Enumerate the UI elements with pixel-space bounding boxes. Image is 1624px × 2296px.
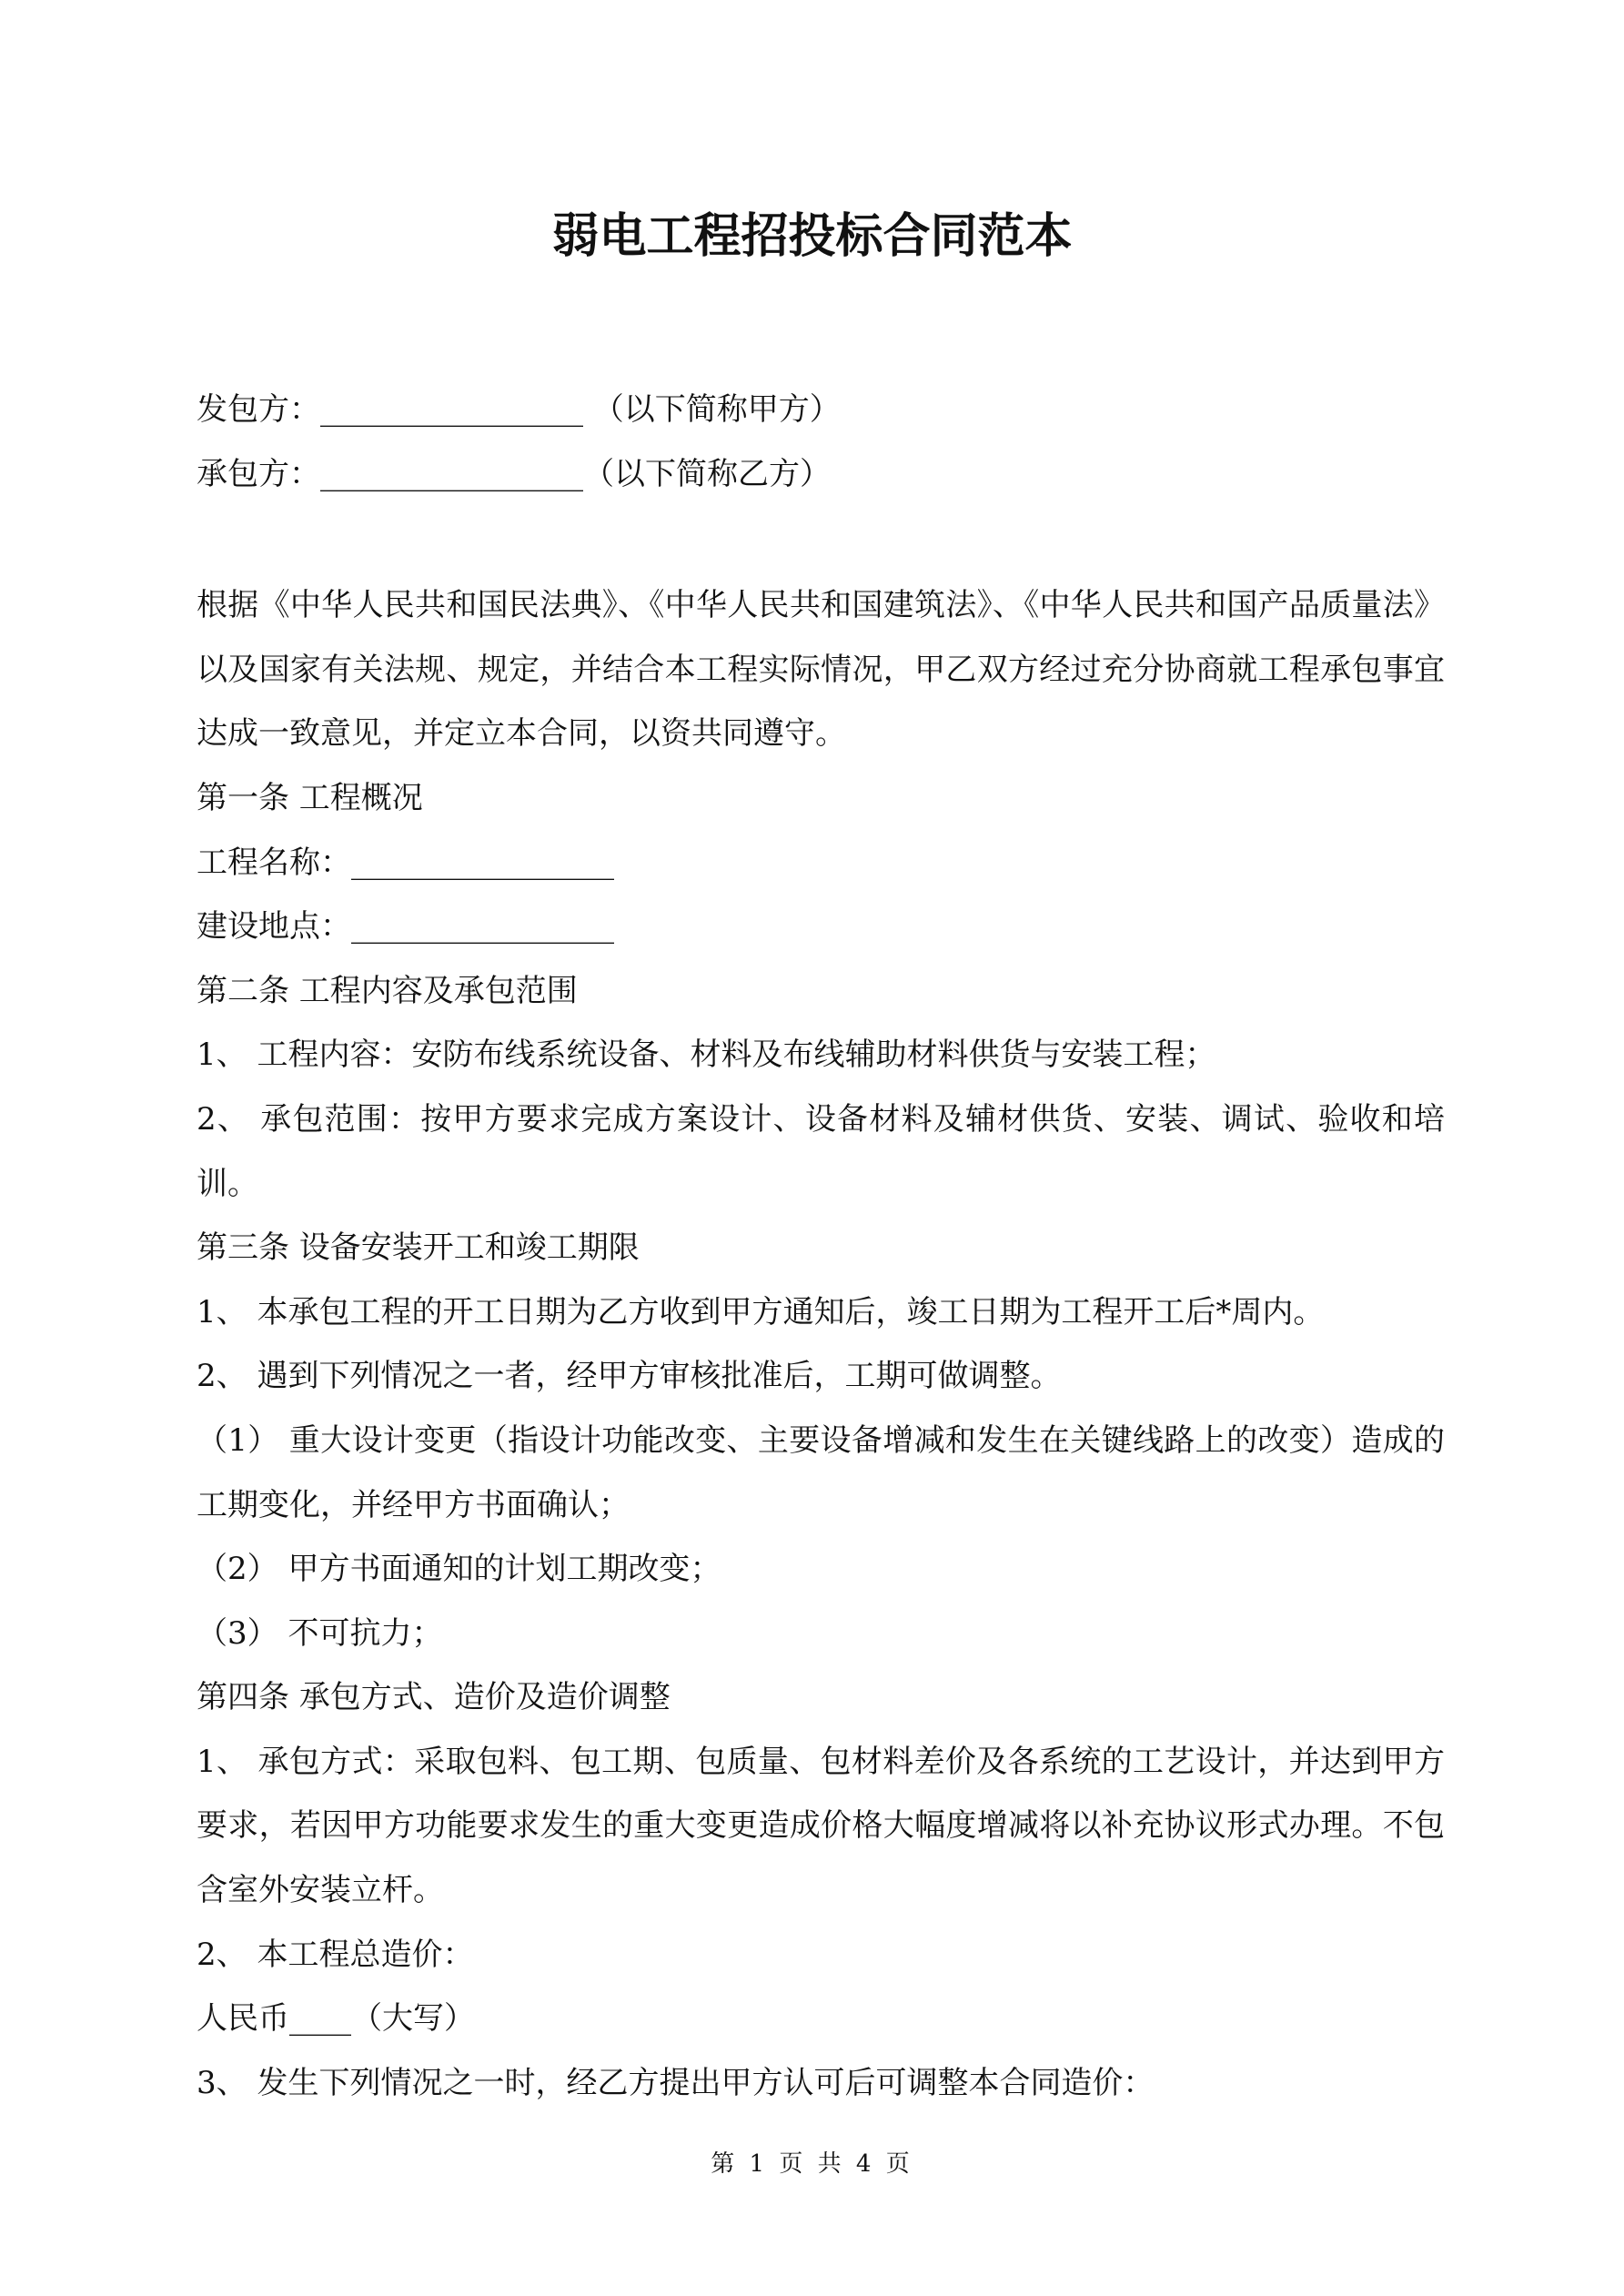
preamble-paragraph: 根据《中华人民共和国民法典》、《中华人民共和国建筑法》、《中华人民共和国产品质量法》以及国家有关法规、规定，并结合本工程实际情况，甲乙双方经过充分协商就工程承包事宜达成一致意见，并定立本合同，以资共同遵守。 xyxy=(197,587,1445,753)
paragraph: 2、 本工程总造价： xyxy=(197,1936,474,1973)
document-body xyxy=(197,378,1445,2115)
article-heading: 第四条 承包方式、造价及造价调整 xyxy=(197,1679,671,1716)
paragraph: （1） 重大设计变更（指设计功能改变、主要设备增减和发生在关键线路上的改变）造成的工期变化，并经甲方书面确认； xyxy=(197,1421,1445,1523)
blank-line xyxy=(197,506,1445,573)
paragraph: 人民币____（大写） xyxy=(197,2000,475,2038)
paragraph: 1、 本承包工程的开工日期为乙方收到甲方通知后，竣工日期为工程开工后*周内。 xyxy=(197,1293,1325,1330)
paragraph: 1、 工程内容：安防布线系统设备、材料及布线辅助材料供货与安装工程； xyxy=(197,1037,1216,1074)
paragraph: 建设地点：_________________ xyxy=(197,908,614,946)
page-number: 第 1 页 共 4 页 xyxy=(711,2150,913,2178)
paragraph: 工程名称：_________________ xyxy=(197,844,614,881)
paragraph: 2、 承包范围：按甲方要求完成方案设计、设备材料及辅材供货、安装、调试、验收和培训。 xyxy=(197,1100,1445,1202)
paragraph: （3） 不可抗力； xyxy=(197,1614,443,1652)
article-heading: 第三条 设备安装开工和竣工期限 xyxy=(197,1229,640,1267)
party-a-line: 发包方：_________________ （以下简称甲方） xyxy=(197,391,841,428)
paragraph: 2、 遇到下列情况之一者，经甲方审核批准后，工期可做调整。 xyxy=(197,1358,1062,1395)
paragraph: （2） 甲方书面通知的计划工期改变； xyxy=(197,1551,721,1588)
party-b-line: 承包方：_________________（以下简称乙方） xyxy=(197,455,831,492)
article-heading: 第二条 工程内容及承包范围 xyxy=(197,972,578,1009)
paragraph: 1、 承包方式：采取包料、包工期、包质量、包材料差价及各系统的工艺设计，并达到甲方要求，若因甲方功能要求发生的重大变更造成价格大幅度增减将以补充协议形式办理。不包含室外安装立杆。 xyxy=(197,1743,1445,1909)
paragraph: 3、 发生下列情况之一时，经乙方提出甲方认可后可调整本合同造价： xyxy=(197,2064,1155,2101)
article-heading: 第一条 工程概况 xyxy=(197,779,423,816)
document-title: 弱电工程招投标合同范本 xyxy=(551,208,1073,264)
